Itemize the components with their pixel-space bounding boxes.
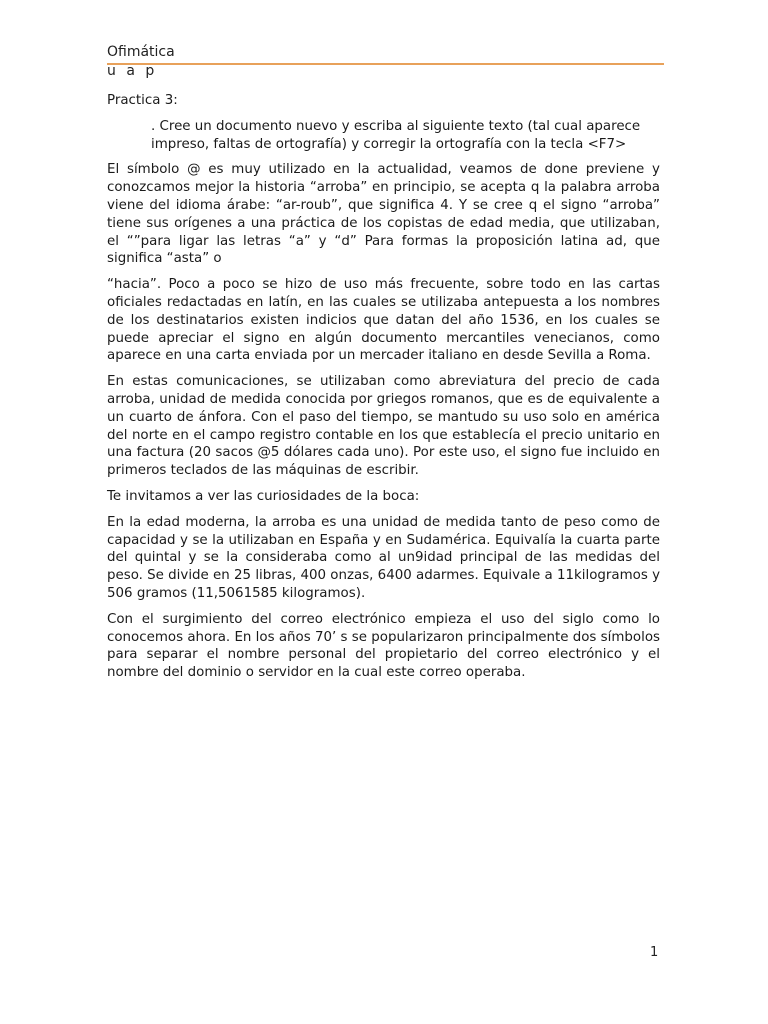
body-paragraph: En estas comunicaciones, se utilizaban como abreviatura del precio de cada arroba, unidad de medida conocida por griegos romanos, que es de equivalente a un cuarto de ánfora. Con el paso del tiempo, se mantudo su uso solo en américa del norte en el campo registro contable en los que establecía el precio unitario en una factura (20 sacos @5 dólares cada uno). Por este uso, el signo fue incluido en primeros teclados de las máquinas de escribir. [107, 374, 660, 479]
body-paragraph: En la edad moderna, la arroba es una unidad de medida tanto de peso como de capacidad y se la utilizaban en España y en Sudamérica. Equivalía la cuarta parte del quintal y se la consideraba como al un9idad principal de las medidas del peso. Se divide en 25 libras, 400 onzas, 6400 adarmes. Equivale a 11kilogramos y 506 gramos (11,5061585 kilogramos). [107, 514, 660, 601]
body-paragraph: “hacia”. Poco a poco se hizo de uso más frecuente, sobre todo en las cartas oficiales redactadas en latín, en las cuales se utilizaba antepuesta a los nombres de los destinatarios existen indicios que datan del año 1536, en los cuales se puede apreciar el signo en algún documento mercantiles venecianos, como aparece en una carta enviada por un mercader italiano en desde Sevilla a Roma. [107, 277, 660, 364]
header-subtitle: u a p [107, 63, 158, 79]
instruction-paragraph: . Cree un documento nuevo y escriba al siguiente texto (tal cual aparece impreso, faltas de ortografía) y corregir la ortografía con la tecla <F7> [151, 118, 641, 152]
header-title: Ofimática [107, 44, 175, 60]
page-header [107, 44, 664, 78]
body-paragraph: El símbolo @ es muy utilizado en la actualidad, veamos de done previene y conozcamos mejor la historia “arroba” en principio, se acepta q la palabra arroba viene del idioma árabe: “ar-roub”, que significa 4. Y se cree q el signo “arroba” tiene sus orígenes a una práctica de los copistas de edad media, que utilizaban, el “”para ligar las letras “a” y “d” Para formas la proposición latina ad, que significa “asta” o [107, 162, 660, 267]
body-paragraph: Te invitamos a ver las curiosidades de la boca: [107, 488, 420, 504]
practice-title: Practica 3: [107, 93, 178, 108]
body-paragraph: Con el surgimiento del correo electrónico empieza el uso del siglo como lo conocemos ahora. En los años 70’ s se popularizaron principalmente dos símbolos para separar el nombre personal del propietario del correo electrónico y el nombre del dominio o servidor en la cual este correo operaba. [107, 611, 660, 681]
page-number: 1 [650, 945, 659, 960]
document-body [107, 92, 660, 690]
